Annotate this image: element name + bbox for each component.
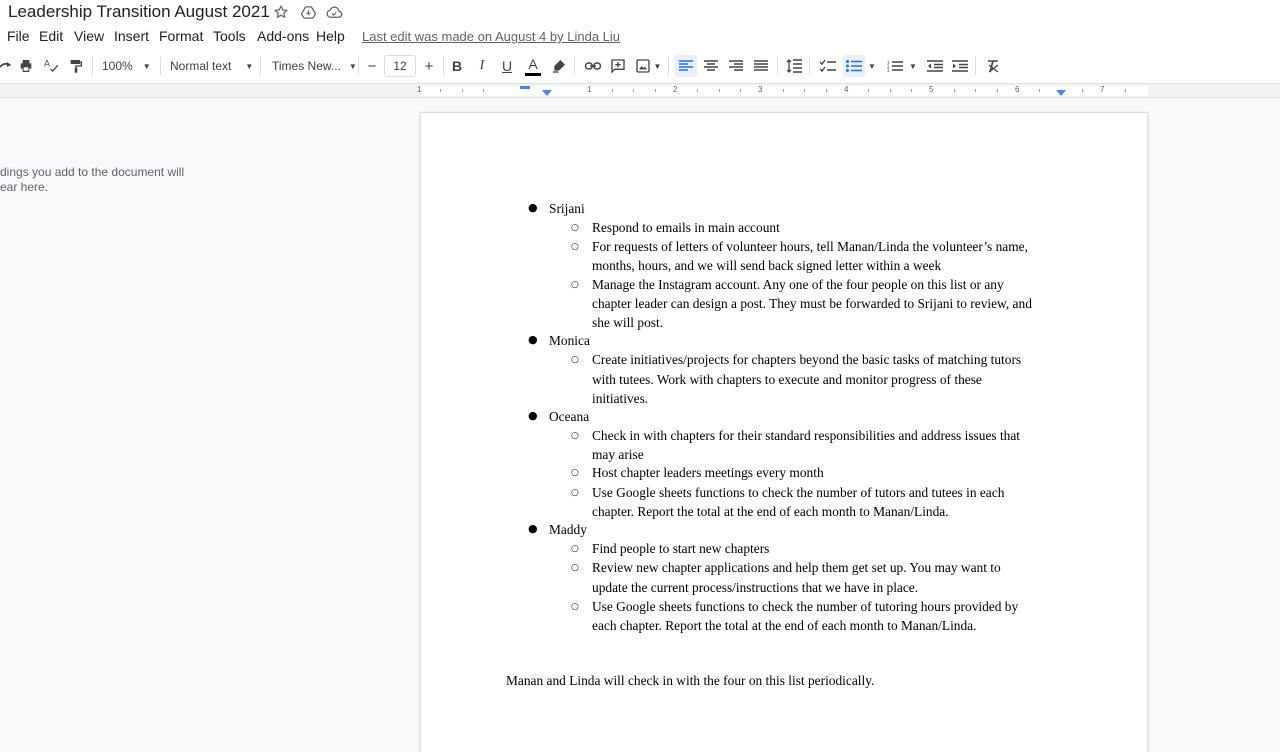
chevron-down-icon: ▼ bbox=[653, 61, 662, 71]
text-color-letter: A bbox=[528, 55, 538, 72]
bold-button[interactable]: B bbox=[451, 58, 463, 74]
sub-item-line[interactable]: months, hours, and we will send back signed letter within a week bbox=[592, 258, 942, 273]
ruler-tick bbox=[740, 89, 741, 92]
ruler-tick bbox=[826, 89, 827, 92]
chevron-down-icon: ▼ bbox=[909, 61, 917, 71]
bullet-circle: ○ bbox=[571, 280, 579, 290]
bullet-circle: ○ bbox=[571, 544, 579, 554]
sub-item-line[interactable]: initiatives. bbox=[592, 391, 649, 406]
sub-item-line[interactable]: chapter. Report the total at the end of each month to Manan/Linda. bbox=[592, 504, 949, 519]
svg-text:2: 2 bbox=[887, 64, 890, 69]
menu-bar bbox=[0, 26, 1280, 48]
sub-item-line[interactable]: For requests of letters of volunteer hours, tell Manan/Linda the volunteer’s name, bbox=[592, 239, 1028, 254]
toolbar-divider bbox=[809, 57, 810, 75]
toolbar bbox=[0, 48, 1280, 84]
menu-view[interactable]: View bbox=[74, 28, 105, 44]
line-spacing-icon[interactable] bbox=[784, 55, 804, 77]
italic-button[interactable]: I bbox=[479, 58, 485, 73]
closing-paragraph[interactable]: Manan and Linda will check in with the four on this list periodically. bbox=[506, 673, 875, 688]
menu-insert[interactable]: Insert bbox=[114, 28, 150, 44]
align-center-icon[interactable] bbox=[700, 55, 722, 77]
print-icon[interactable] bbox=[16, 55, 36, 77]
bullet-dot: ● bbox=[528, 333, 538, 346]
ruler-tick bbox=[804, 89, 805, 92]
star-icon[interactable] bbox=[272, 3, 290, 21]
menu-edit[interactable]: Edit bbox=[39, 28, 64, 44]
paint-format-icon[interactable] bbox=[66, 55, 86, 77]
document-page[interactable] bbox=[420, 112, 1148, 752]
font-size-value: 12 bbox=[393, 59, 407, 73]
toolbar-divider bbox=[975, 57, 976, 75]
bullet-circle: ○ bbox=[571, 563, 579, 573]
list-item-name[interactable]: Maddy bbox=[549, 522, 587, 537]
ruler-tick bbox=[997, 89, 998, 92]
paragraph-style-value: Normal text bbox=[170, 59, 232, 73]
redo-icon[interactable] bbox=[0, 55, 12, 77]
ruler-label: 1 bbox=[417, 85, 422, 94]
sub-item-line[interactable]: Manage the Instagram account. Any one of the four people on this list or any bbox=[592, 277, 1004, 292]
ruler-tick bbox=[719, 89, 720, 92]
ruler-tick bbox=[462, 89, 463, 92]
chevron-down-icon: ▼ bbox=[245, 61, 254, 71]
menu-tools[interactable]: Tools bbox=[213, 28, 246, 44]
numbered-list-menu[interactable] bbox=[907, 55, 919, 77]
sub-item-line[interactable]: Use Google sheets functions to check the number of tutoring hours provided by bbox=[592, 599, 1019, 614]
bullet-circle: ○ bbox=[571, 223, 579, 233]
toolbar-divider bbox=[777, 57, 778, 75]
ruler-label: 1 bbox=[587, 85, 592, 94]
ruler-tick bbox=[1082, 89, 1083, 92]
ruler-label: 7 bbox=[1100, 85, 1105, 94]
title-bar bbox=[0, 0, 1280, 26]
menu-addons[interactable]: Add-ons bbox=[257, 28, 310, 44]
bullet-circle: ○ bbox=[571, 242, 579, 252]
bullet-circle: ○ bbox=[571, 602, 579, 612]
list-item-name[interactable]: Oceana bbox=[549, 409, 590, 424]
clear-formatting-icon[interactable] bbox=[982, 55, 1004, 77]
sub-item-line[interactable]: Create initiatives/projects for chapters beyond the basic tasks of matching tutors bbox=[592, 352, 1022, 367]
highlight-color-icon[interactable] bbox=[549, 55, 569, 77]
sub-item-line[interactable]: Review new chapter applications and help them get set up. You may want to bbox=[592, 560, 1001, 575]
toolbar-divider bbox=[260, 57, 261, 75]
list-item-name[interactable]: Monica bbox=[549, 333, 590, 348]
svg-text:1: 1 bbox=[887, 60, 890, 65]
sub-item-line[interactable]: chapter leader can design a post. They must be forwarded to Srijani to review, and bbox=[592, 296, 1032, 311]
align-left-icon[interactable] bbox=[675, 55, 697, 77]
bullet-circle: ○ bbox=[571, 468, 579, 478]
ruler-tick bbox=[890, 89, 891, 92]
ruler-label: 6 bbox=[1015, 85, 1020, 94]
outline-panel-hint bbox=[0, 165, 190, 195]
ruler-tick bbox=[975, 89, 976, 92]
toolbar-divider bbox=[668, 57, 669, 75]
sub-item-line[interactable]: Find people to start new chapters bbox=[592, 541, 770, 556]
svg-text:A: A bbox=[44, 59, 50, 70]
menu-format[interactable]: Format bbox=[159, 28, 204, 44]
ruler-tick bbox=[612, 89, 613, 92]
increase-indent-icon[interactable] bbox=[949, 55, 971, 77]
list-item-name[interactable]: Srijani bbox=[549, 201, 585, 216]
move-to-drive-icon[interactable] bbox=[299, 3, 317, 21]
increase-font-size-button[interactable]: + bbox=[424, 57, 434, 75]
svg-text:3: 3 bbox=[887, 68, 890, 72]
chevron-down-icon: ▼ bbox=[142, 61, 151, 71]
insert-image-icon[interactable] bbox=[633, 55, 663, 77]
left-indent-marker[interactable] bbox=[542, 90, 552, 96]
ruler-tick bbox=[633, 89, 634, 92]
ruler-tick bbox=[911, 89, 912, 92]
ruler-tick bbox=[697, 89, 698, 92]
bulleted-list-menu[interactable] bbox=[866, 55, 878, 77]
bullet-dot: ● bbox=[528, 201, 538, 214]
add-comment-icon[interactable] bbox=[608, 55, 628, 77]
spellcheck-icon[interactable] bbox=[42, 55, 62, 77]
decrease-font-size-button[interactable]: − bbox=[367, 57, 377, 75]
bullet-circle: ○ bbox=[571, 355, 579, 365]
ruler-label: 2 bbox=[673, 85, 678, 94]
font-size-input[interactable] bbox=[384, 55, 416, 77]
toolbar-divider bbox=[92, 57, 93, 75]
bullet-circle: ○ bbox=[571, 431, 579, 441]
text-color-button[interactable] bbox=[522, 55, 544, 77]
document-title[interactable]: Leadership Transition August 2021 bbox=[8, 2, 270, 21]
toolbar-divider bbox=[574, 57, 575, 75]
sub-item-line[interactable]: she will post. bbox=[592, 315, 664, 330]
sub-item-line[interactable]: Check in with chapters for their standard responsibilities and address issues that bbox=[592, 428, 1021, 443]
insert-link-icon[interactable] bbox=[583, 55, 603, 77]
cloud-status-icon[interactable] bbox=[325, 3, 343, 21]
ruler-tick bbox=[655, 89, 656, 92]
font-value: Times New... bbox=[272, 59, 341, 73]
horizontal-ruler[interactable] bbox=[0, 84, 1280, 98]
numbered-list-icon[interactable] bbox=[884, 55, 906, 77]
first-line-indent-marker[interactable] bbox=[520, 86, 530, 89]
checklist-icon[interactable] bbox=[817, 55, 839, 77]
menu-file[interactable]: File bbox=[7, 28, 30, 44]
zoom-value: 100% bbox=[102, 59, 133, 73]
sub-item-line[interactable]: Host chapter leaders meetings every month bbox=[592, 465, 824, 480]
decrease-indent-icon[interactable] bbox=[924, 55, 946, 77]
outline-hint-line: dings you add to the document will bbox=[0, 165, 185, 179]
paragraph-style-select[interactable] bbox=[170, 55, 254, 77]
ruler-label: 3 bbox=[758, 85, 763, 94]
outline-hint-line: ear here. bbox=[0, 180, 49, 194]
ruler-tick bbox=[440, 89, 441, 92]
bullet-dot: ● bbox=[528, 409, 538, 422]
underline-button[interactable]: U bbox=[501, 58, 513, 74]
bulleted-list-icon[interactable] bbox=[843, 55, 865, 77]
sub-item-line[interactable]: may arise bbox=[592, 447, 644, 462]
ruler-tick bbox=[868, 89, 869, 92]
sub-item-line[interactable]: with tutees. Work with chapters to execute and monitor progress of these bbox=[592, 372, 982, 387]
text-color-swatch bbox=[525, 73, 541, 76]
toolbar-divider bbox=[443, 57, 444, 75]
toolbar-divider bbox=[358, 57, 359, 75]
menu-help[interactable]: Help bbox=[316, 28, 345, 44]
ruler-label: 4 bbox=[844, 85, 849, 94]
chevron-down-icon: ▼ bbox=[868, 61, 876, 71]
sub-item-line[interactable]: each chapter. Report the total at the end of each month to Manan/Linda. bbox=[592, 618, 977, 633]
ruler-tick bbox=[1125, 89, 1126, 92]
align-right-icon[interactable] bbox=[725, 55, 747, 77]
ruler-label: 5 bbox=[929, 85, 934, 94]
sub-item-line[interactable]: update the current process/instructions that we have in place. bbox=[592, 580, 919, 595]
ruler-tick bbox=[483, 89, 484, 92]
align-justify-icon[interactable] bbox=[750, 55, 772, 77]
zoom-select[interactable] bbox=[102, 55, 156, 77]
last-edit-link[interactable]: Last edit was made on August 4 by Linda Liu bbox=[362, 29, 621, 44]
chevron-down-icon: ▼ bbox=[348, 61, 357, 71]
toolbar-divider bbox=[160, 57, 161, 75]
bullet-dot: ● bbox=[528, 522, 538, 535]
sub-item-line[interactable]: Respond to emails in main account bbox=[592, 220, 780, 235]
bullet-circle: ○ bbox=[571, 488, 579, 498]
ruler-tick bbox=[954, 89, 955, 92]
sub-item-line[interactable]: Use Google sheets functions to check the number of tutors and tutees in each bbox=[592, 485, 1005, 500]
right-indent-marker[interactable] bbox=[1056, 90, 1066, 96]
ruler-tick bbox=[783, 89, 784, 92]
font-select[interactable] bbox=[272, 55, 356, 77]
ruler-tick bbox=[1039, 89, 1040, 92]
